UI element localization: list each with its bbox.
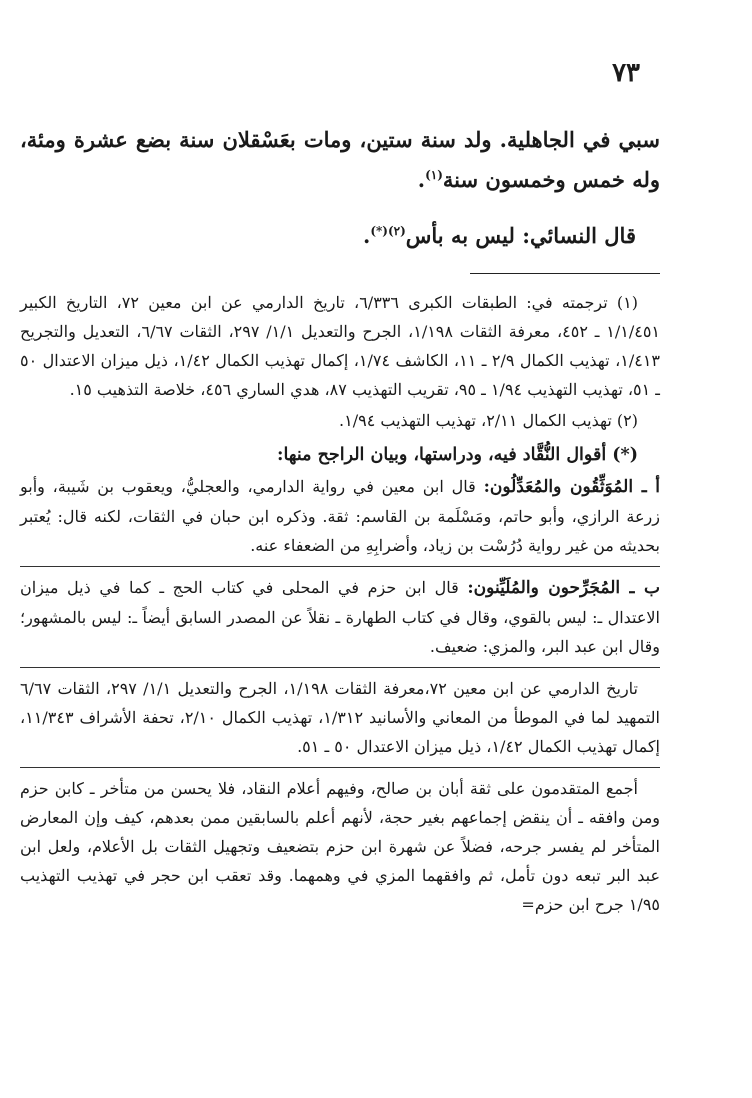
section-a-label: أ ـ المُوَثِّقُون والمُعَدِّلُون:	[483, 477, 661, 497]
footnote-separator	[470, 273, 660, 274]
footnote-2: (٢) تهذيب الكمال ٢/١١، تهذيب التهذيب ١/٩٤.	[339, 411, 638, 430]
nasai-statement: قال النسائي: ليس به بأس$^{(٢)(*)}$.	[363, 223, 636, 248]
footnote-1: (١) ترجمته في: الطبقات الكبرى ٦/٣٣٦، تاريخ الدارمي عن ابن معين ٧٢، التاريخ الكبير ١/١/٤٥١ ـ ٤٥٢، معرفة الثقات ١/١٩٨، الجرح والتعديل ١/١/ ٢٩٧، الثقات ٦/٦٧، التعديل والتجريح ١/٤١٣، تهذيب الكمال ٢/٩ ـ ١١، الكاشف ١/٧٤، إكمال تهذيب الكمال ١/٤٢، ذيل ميزان الاعتدال ٥٠ ـ ٥١، تهذيب التهذيب ١/٩٤ ـ ٩٥، تقريب التهذيب ٨٧، هدي الساري ٤٥٦، خلاصة التذهيب ١٥.	[20, 293, 661, 399]
page-number: ٧٣	[612, 58, 640, 88]
main-paragraph-text: سبي في الجاهلية. ولد سنة ستين، ومات بعَسْقلان سنة بضع عشرة ومئة، وله خمس وخمسون سنة	[20, 127, 660, 192]
section-a-text: قال ابن معين في رواية الدارمي، والعجليُّ، ويعقوب بن شَيبة، وأبو زرعة الرازي، وأبو حاتم، ومَسْلَمة بن القاسم: ثقة. وذكره ابن حبان في الثقات، لكنه قال: يُعتبر بحديثه من غير رواية دُرُسْت بن زياد، وأضرابِهِ من الضعفاء عنه.	[20, 477, 661, 555]
main-paragraph: سبي في الجاهلية. ولد سنة ستين، ومات بعَسْقلان سنة بضع عشرة ومئة، وله خمس وخمسون سنة$^{(١)}$.	[20, 127, 660, 192]
footnotes	[20, 288, 660, 919]
section-b-label: ب ـ المُجَرِّحون والمُلَيِّنون:	[467, 578, 660, 598]
section-divider	[20, 566, 660, 567]
section-a	[20, 472, 660, 560]
sources-list: تاريخ الدارمي عن ابن معين ٧٢،معرفة الثقات ١/١٩٨، الجرح والتعديل ١/١/ ٢٩٧، الثقات ٦/٦٧ التمهيد لما في الموطأ من المعاني والأسانيد ١/٣١٢، تهذيب الكمال ٢/١٠، تحفة الأشراف ١١/٣٤٣، إكمال تهذيب الكمال ١/٤٢، ذيل ميزان الاعتدال ٥٠ ـ ٥١.	[20, 679, 660, 756]
footnote-ref-2: (٢)(*)	[370, 224, 406, 238]
main-text	[20, 120, 660, 256]
footnote-ref-1: (١)	[425, 168, 443, 182]
section-divider	[20, 767, 660, 768]
section-b-text: قال ابن حزم في المحلى في كتاب الحج ـ كما في ذيل ميزان الاعتدال ـ: ليس بالقوي، وقال في كتاب الطهارة ـ نقلاً عن المصدر السابق أيضاً ـ: ليس بالمشهور؛ وقال ابن عبد البر، والمزي: ضعيف.	[20, 578, 660, 656]
critics-heading: (*) أقوال النُّقَّاد فيه، ودراستها، وبيان الراجح منها:	[276, 445, 638, 465]
section-b	[20, 573, 660, 661]
conclusion-paragraph: أجمع المتقدمون على ثقة أبان بن صالح، وفيهم أعلام النقاد، فلا يحسن من متأخر ـ كابن حزم ومن وافقه ـ أن ينقض إجماعهم بغير حجة، لأنهم أعلم بالسابقين ممن بعدهم، كيف وإن المعارض المتأخر لم يفسر جرحه، فضلاً عن شهرة ابن حزم بتضعيف وتجهيل الثقات بل الأعلام، ولعل ابن عبد البر تبعه دون تأمل، ثم وافقهما المزي في وهمهما. وقد تعقب ابن حجر في تهذيب التهذيب ١/٩٥ جرح ابن حزم=	[20, 779, 661, 914]
nasai-text: قال النسائي: ليس به بأس	[405, 223, 636, 248]
section-divider	[20, 667, 660, 668]
